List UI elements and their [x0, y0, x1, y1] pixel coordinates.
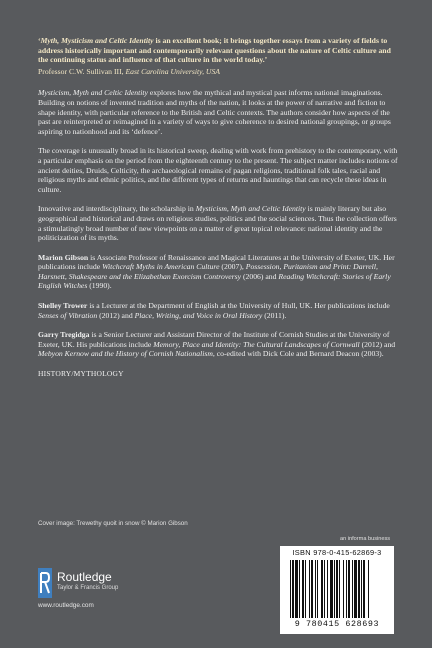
publication-title: Memory, Place and Identity: The Cultural Landscapes of Cornwall — [153, 339, 360, 349]
bio-text: (2011). — [262, 310, 287, 320]
editor-name: Marion Gibson — [38, 252, 89, 262]
routledge-r-icon — [38, 568, 52, 598]
bio-text: (2007), — [219, 262, 246, 272]
publisher-group: Taylor & Francis Group — [57, 585, 119, 591]
bio-text: , co-edited with Dick Cole and Bernard Deacon (2003). — [212, 349, 384, 359]
barcode-panel — [280, 546, 394, 634]
editor-bio-trower — [38, 301, 398, 320]
quote-text: is an excellent book; it brings together essays from a variety of fields to address historically important and contemporarily relevant questions about the nature of Celtic culture and the continuing status and influence of that culture in the world today.’ — [38, 36, 391, 65]
publication-title: Witchcraft Myths in American Culture — [102, 262, 220, 272]
book-title-italic: Mysticism, Myth and Celtic Identity — [38, 88, 148, 98]
endorsement-quote — [38, 36, 398, 65]
open-quote-mark: ‘ — [38, 36, 41, 45]
editor-bio-tregidga — [38, 330, 398, 359]
endorsement-attribution — [38, 67, 398, 77]
publisher-name: Routledge — [57, 570, 112, 584]
bio-text: (2012) and — [97, 310, 135, 320]
paragraph-text: explores how the mythical and mystical past informs national imaginations. Building on notions of invented tradition and myths of the nation, it looks at the power of narrative and fiction to shape identity, with particular reference to the British and Celtic contexts. The authors consider how aspects of the past are reinterpreted or reimagined in a variety of ways to give coherence to desired national groupings, or groups aspiring to nationhood and its ‘defence’. — [38, 88, 391, 136]
publisher-url[interactable]: www.routledge.com — [38, 602, 94, 609]
publication-title: Reading Witchcraft: Stories of Early English Witches — [38, 271, 391, 291]
editor-name: Shelley Trower — [38, 301, 88, 311]
paragraph-text: Innovative and interdisciplinary, the scholarship in — [38, 204, 196, 214]
attribution-affiliation: East Carolina University, USA — [125, 66, 221, 76]
cover-image-credit: Cover image: Trewethy quoit in snow © Marion Gibson — [38, 520, 188, 527]
description-paragraph-3 — [38, 204, 398, 242]
publication-title: Mebyon Kernow and the History of Cornish Nationalism — [38, 349, 213, 359]
subject-category: HISTORY/MYTHOLOGY — [38, 369, 124, 379]
paragraph-text: is mainly literary but also geographical and historical and draws on religious studies, politics and the social sciences. Thus the collection offers a stimulatingly broad number of new viewpoints on a matter of great topical relevance: national identity and the politicization of its myths. — [38, 204, 397, 243]
editor-name: Garry Tregidga — [38, 330, 90, 340]
barcode-digits: 9 780415 628693 — [294, 619, 380, 629]
barcode-icon — [290, 560, 386, 618]
bio-text: (2006) and — [241, 271, 279, 281]
bio-text: is a Senior Lecturer and Assistant Director of the Institute of Cornish Studies at the University of Exeter, UK. His publications include — [38, 330, 390, 349]
informa-tagline: an informa business — [340, 536, 391, 542]
description-paragraph-2 — [38, 146, 398, 194]
bio-text: is a Lecturer at the Department of English at the University of Hull, UK. Her publications include — [87, 301, 390, 311]
editor-bio-gibson — [38, 253, 398, 291]
bio-text: (2012) and — [359, 339, 396, 349]
back-cover-text — [38, 36, 398, 378]
publication-title: Possession, Puritanism and Print: Darrell, Harsnett, Shakespeare and the Elizabethan Exorcism Controversy — [38, 262, 378, 281]
quote-book-title: Myth, Mysticism and Celtic Identity — [40, 36, 154, 45]
book-title-italic: Mysticism, Myth and Celtic Identity — [195, 204, 306, 214]
description-paragraph-1 — [38, 88, 398, 136]
publication-title: Place, Writing, and Voice in Oral History — [134, 310, 263, 320]
attribution-name: Professor C.W. Sullivan III, — [38, 66, 126, 76]
paragraph-text: The coverage is unusually broad in its historical sweep, dealing with work from prehistory to the contemporary, with a particular emphasis on the period from the eighteenth century to the present. The subject matter includes notions of ancient deities, Druids, Celticity, the archaeological remains of pagan religions, traditional folk tales, racial and religious myths and ethnic politics, and the different types of returns and hauntings that can recycle these ideas in culture. — [38, 146, 398, 194]
bio-text: is Associate Professor of Renaissance and Magical Literatures at the University of Exeter, UK. Her publications include — [38, 252, 395, 272]
publication-title: Senses of Vibration — [38, 310, 98, 320]
bio-text: (1990). — [87, 281, 112, 291]
isbn-label: ISBN 978-0-415-62869-3 — [292, 548, 382, 557]
